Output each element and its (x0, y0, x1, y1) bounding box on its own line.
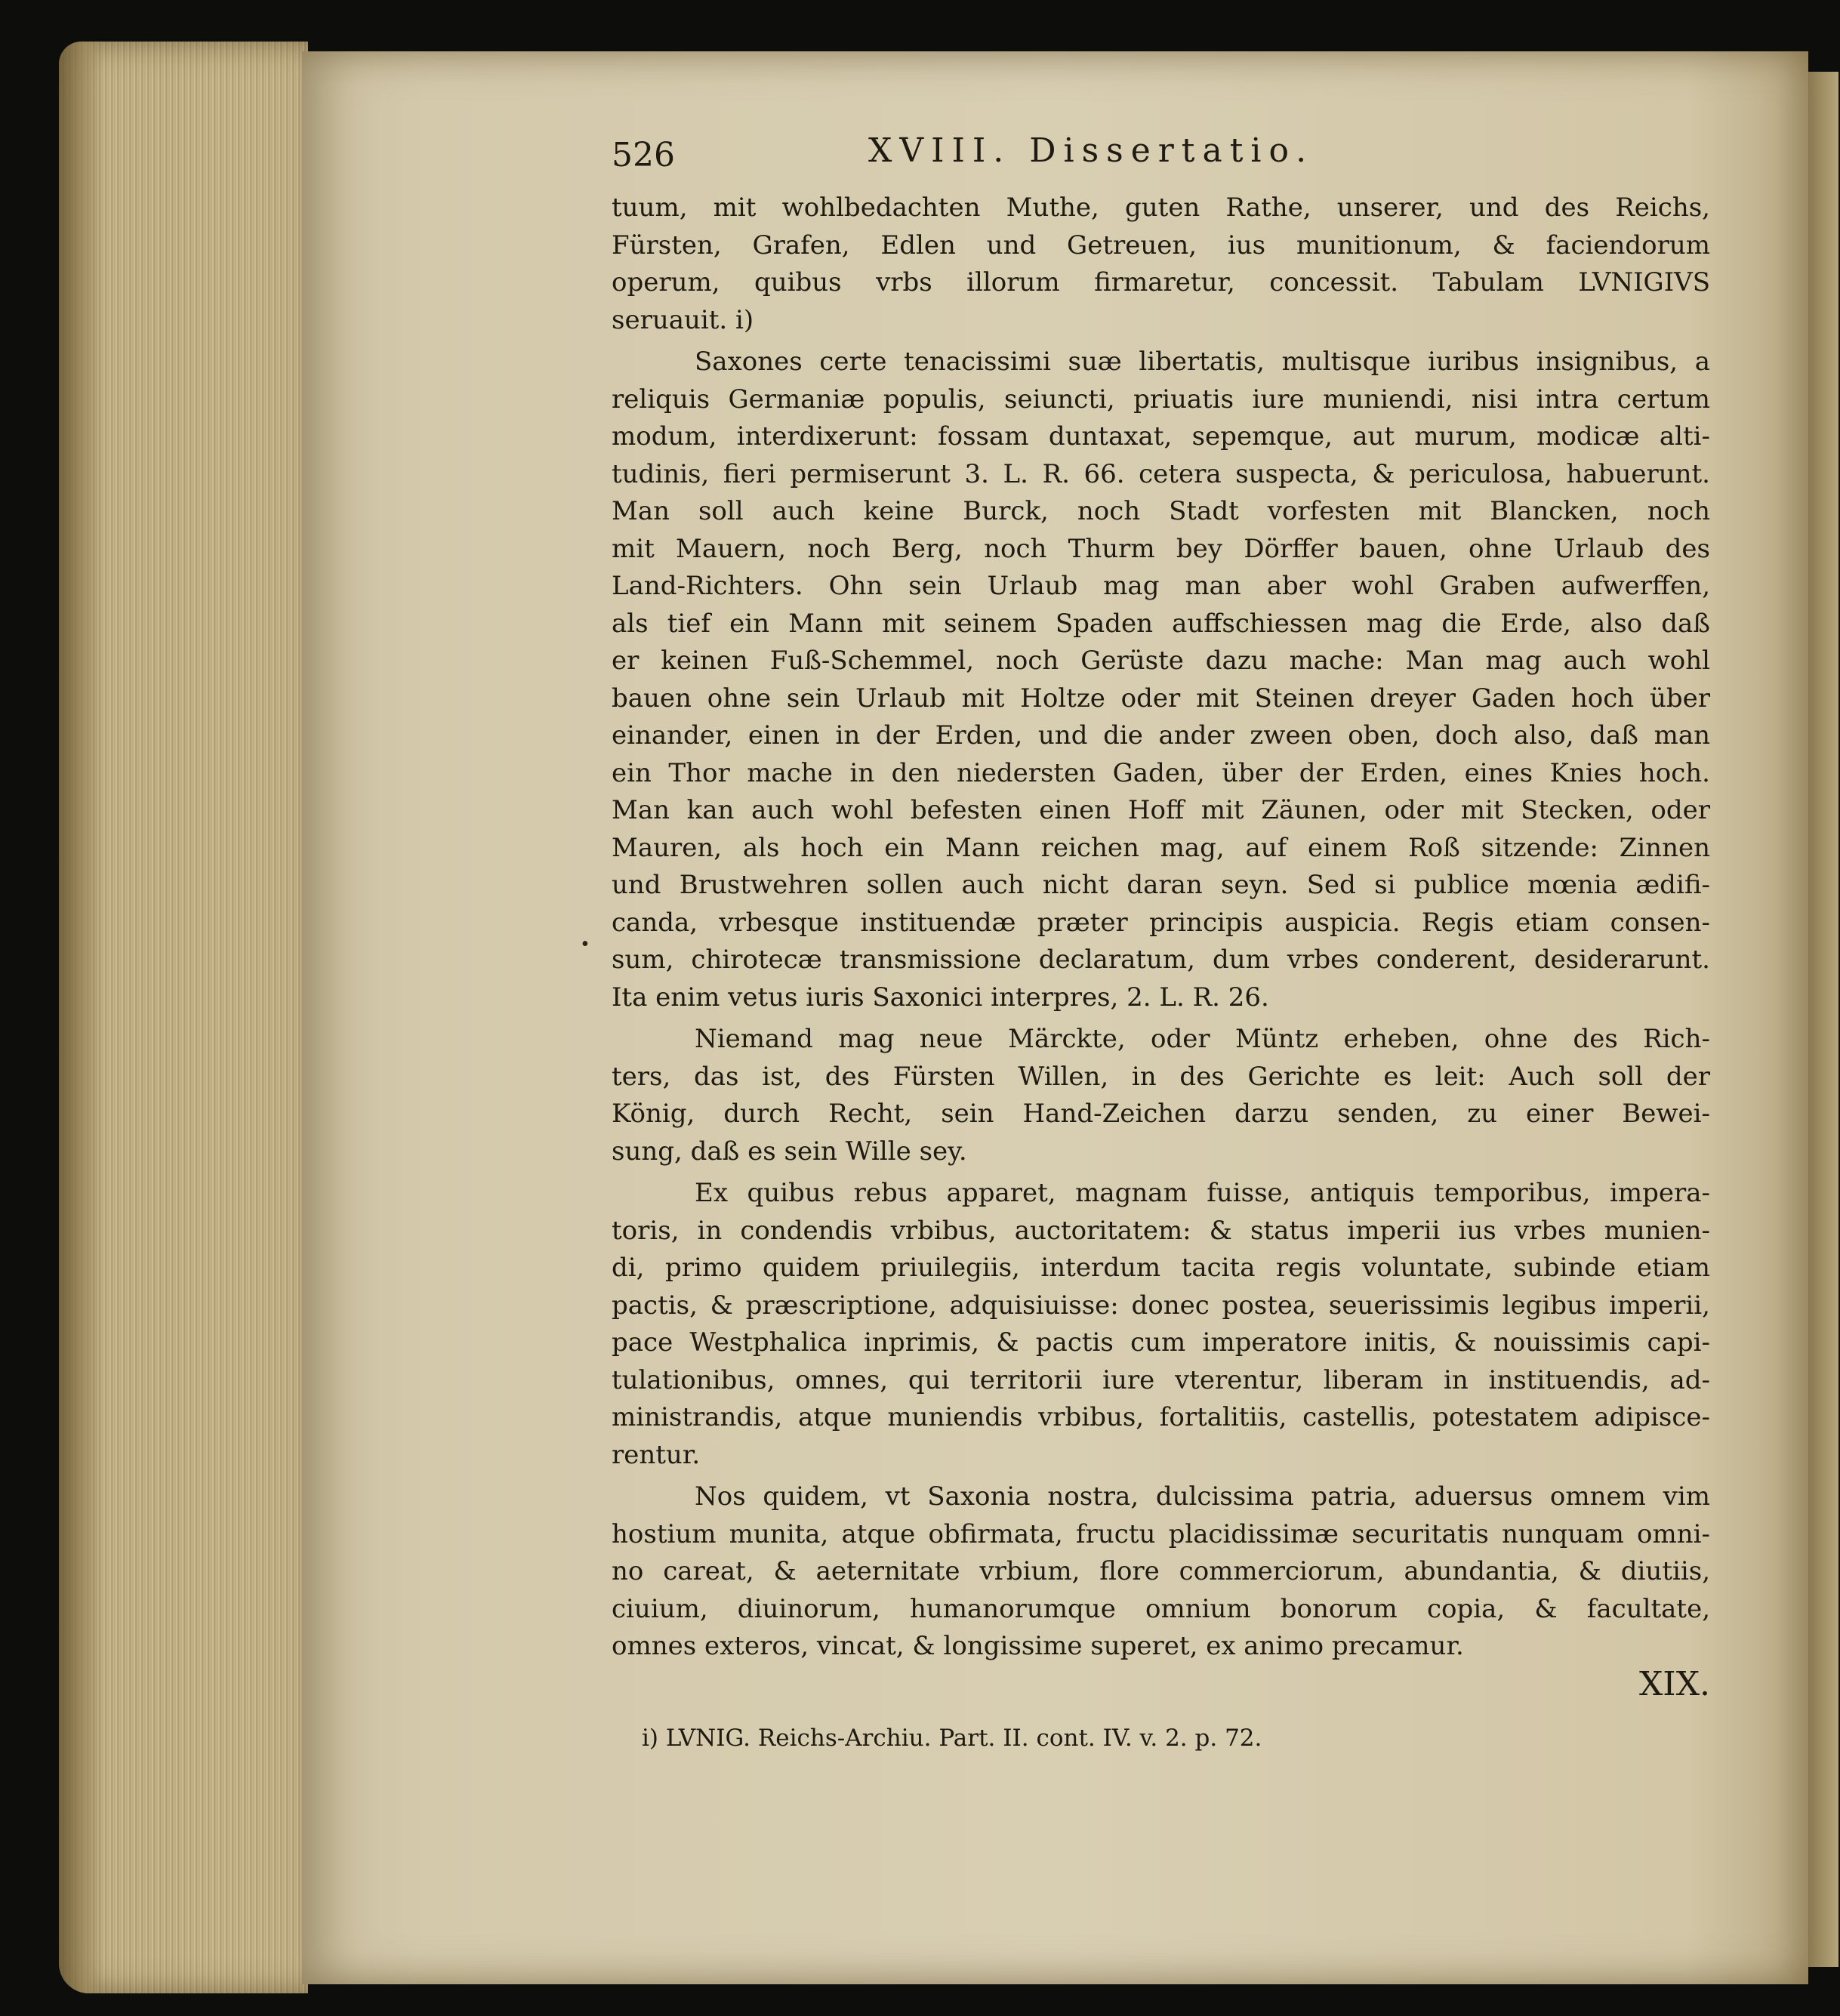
text-line: er keinen Fuß-Schemmel, noch Gerüste dazu mache: Man mag auch wohl (612, 646, 1710, 676)
text-line: tulationibus, omnes, qui territorii iure vterentur, liberam in instituendis, ad- (612, 1364, 1710, 1395)
running-title: XVIII. Dissertatio. (868, 131, 1315, 170)
running-header (612, 132, 1710, 185)
paragraph (612, 344, 1710, 1016)
text-line: operum, quibus vrbs illorum firmaretur, concessit. Tabulam LVNIGIVS (612, 267, 1710, 297)
text-line: ters, das ist, des Fürsten Willen, in des Gerichte es leit: Auch soll der (612, 1061, 1710, 1092)
text-line: Man soll auch keine Burck, noch Stadt vorfesten mit Blancken, noch (612, 496, 1710, 526)
text-line: mit Mauern, noch Berg, noch Thurm bey Dörffer bauen, ohne Urlaub des (612, 533, 1710, 564)
paragraph (612, 190, 1710, 339)
text-line: Land-Richters. Ohn sein Urlaub mag man aber wohl Graben aufwerffen, (612, 571, 1710, 601)
text-line: tuum, mit wohlbedachten Muthe, guten Rathe, unserer, und des Reichs, (612, 193, 1710, 223)
footnote: i) LVNIG. Reichs-Archiu. Part. II. cont. IV. v. 2. p. 72. (642, 1724, 1262, 1752)
text-line: Saxones certe tenacissimi suæ libertatis, multisque iuribus insignibus, a (695, 347, 1710, 377)
text-line: pactis, & præscriptione, adquisiuisse: donec postea, seuerissimis legibus imperii, (612, 1290, 1710, 1321)
next-page-edge (1808, 72, 1838, 1967)
text-line: di, primo quidem priuilegiis, interdum tacita regis voluntate, subinde etiam (612, 1253, 1710, 1283)
page-number: 526 (612, 136, 675, 174)
page-text-block (612, 132, 1710, 1757)
text-line: Nos quidem, vt Saxonia nostra, dulcissima patria, aduersus omnem vim (695, 1481, 1710, 1512)
text-line: König, durch Recht, sein Hand-Zeichen darzu senden, zu einer Bewei- (612, 1099, 1710, 1129)
margin-mark: • (581, 932, 589, 956)
text-line: ein Thor mache in den niedersten Gaden, über der Erden, eines Knies hoch. (612, 757, 1710, 788)
text-line: omnes exteros, vincat, & longissime superet, ex animo precamur. (612, 1631, 1464, 1661)
text-line: ciuium, diuinorum, humanorumque omnium bonorum copia, & facultate, (612, 1593, 1710, 1624)
text-line: und Brustwehren sollen auch nicht daran seyn. Sed si publice mœnia ædifi- (612, 870, 1710, 900)
text-line: toris, in condendis vrbibus, auctoritatem: & status imperii ius vrbes munien- (612, 1215, 1710, 1246)
text-line: hostium munita, atque obfirmata, fructu placidissimæ securitatis nunquam omni- (612, 1518, 1710, 1549)
text-line: sung, daß es sein Wille sey. (612, 1136, 967, 1167)
text-line: Fürsten, Grafen, Edlen und Getreuen, ius munitionum, & faciendorum (612, 230, 1710, 260)
text-line: reliquis Germaniæ populis, seiuncti, priuatis iure muniendi, nisi intra certum (612, 384, 1710, 415)
body-paragraphs (612, 190, 1710, 1666)
catchword: XIX. (1638, 1664, 1710, 1703)
paragraph (612, 1478, 1710, 1666)
text-line: Niemand mag neue Märckte, oder Müntz erheben, ohne des Rich- (695, 1024, 1710, 1054)
text-line: modum, interdixerunt: fossam duntaxat, sepemque, aut murum, modicæ alti- (612, 421, 1710, 452)
text-line: Ex quibus rebus apparet, magnam fuisse, antiquis temporibus, impera- (695, 1178, 1710, 1208)
text-line: seruauit. i) (612, 304, 754, 335)
text-line: canda, vrbesque instituendæ præter principis auspicia. Regis etiam consen- (612, 907, 1710, 938)
book-spine-shadow (59, 42, 104, 1993)
paragraph (612, 1021, 1710, 1170)
text-line: sum, chirotecæ transmissione declaratum, dum vrbes conderent, desiderarunt. (612, 945, 1710, 975)
text-line: Ita enim vetus iuris Saxonici interpres, 2. L. R. 26. (612, 982, 1269, 1013)
text-line: Mauren, als hoch ein Mann reichen mag, auf einem Roß sitzende: Zinnen (612, 832, 1710, 863)
text-line: no careat, & aeternitate vrbium, flore commerciorum, abundantia, & diutiis, (612, 1556, 1710, 1586)
text-line: ministrandis, atque muniendis vrbibus, fortalitiis, castellis, potestatem adipisce- (612, 1402, 1710, 1432)
text-line: als tief ein Mann mit seinem Spaden auffschiessen mag die Erde, also daß (612, 608, 1710, 639)
text-line: Man kan auch wohl befesten einen Hoff mit Zäunen, oder mit Stecken, oder (612, 795, 1710, 825)
paragraph (612, 1175, 1710, 1474)
text-line: einander, einen in der Erden, und die ander zween oben, doch also, daß man (612, 720, 1710, 751)
text-line: tudinis, fieri permiserunt 3. L. R. 66. cetera suspecta, & periculosa, habuerunt. (612, 458, 1710, 489)
text-line: pace Westphalica inprimis, & pactis cum imperatore initis, & nouissimis capi- (612, 1327, 1710, 1358)
text-line: rentur. (612, 1439, 701, 1470)
text-line: bauen ohne sein Urlaub mit Holtze oder mit Steinen dreyer Gaden hoch über (612, 683, 1710, 714)
catchword-row (612, 1666, 1710, 1712)
